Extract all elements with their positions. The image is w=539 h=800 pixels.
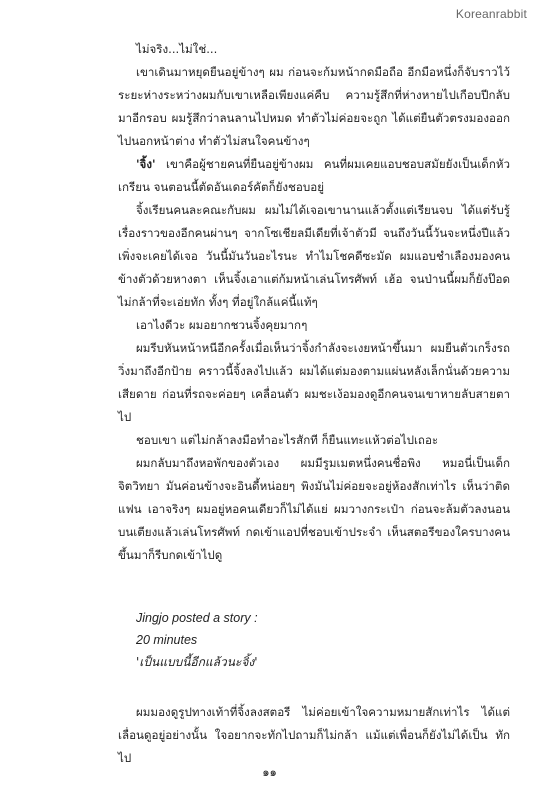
paragraph-text: เขาคือผู้ชายคนที่ยืนอยู่ข้างผม คนที่ผมเคยแอบชอบสมัยยังเป็นเด็กหัวเกรียน จนตอนนี้ตัดอันเดอร์คัตก็ยังชอบอยู่ — [118, 157, 510, 194]
body-text — [118, 38, 510, 567]
paragraph: ชอบเขา แต่ไม่กล้าลงมือทำอะไรสักที ก็ยืนแทะแห้วต่อไปเถอะ — [136, 433, 439, 447]
page-number: ๑๑ — [262, 765, 277, 779]
story-notification — [136, 607, 258, 673]
paragraph: เขาเดินมาหยุดยืนอยู่ข้างๆ ผม ก่อนจะก้มหน้ากดมือถือ อีกมือหนึ่งก็จับราวไว้ ระยะห่างระหว่างผมกับเขาเหลือเพียงแค่คืบ ความรู้สึกที่ห่างหายไปเกือบปีกลับมาอีกรอบ ผมรู้สึกว่าลนลานไปหมด ทำตัวไม่ค่อยจะถูก ได้แต่ยืนตัวตรงมองออกไปนอกหน้าต่าง ทำตัวไม่สนใจคนข้างๆ — [118, 65, 510, 148]
running-header: Koreanrabbit — [455, 7, 527, 21]
paragraph: ไม่จริง...ไม่ใช่... — [136, 42, 218, 56]
paragraph: ผมกลับมาถึงหอพักของตัวเอง ผมมีรูมเมตหนึ่งคนชื่อพิง หมอนี่เป็นเด็กจิตวิทยา มันค่อนข้างจะอินดี้หน่อยๆ พิงมันไม่ค่อยจะอยู่ห้องสักเท่าไร เห็นว่าติดแฟน เอาจริงๆ ผมอยู่หอคนเดียวก็ไม่ได้แย่ ผมวางกระเป๋า ก่อนจะล้มตัวลงนอนบนเตียงแล้วเล่นโทรศัพท์ กดเข้าแอปที่ชอบเข้าประจำ เห็นสตอรีของใครบางคนขึ้นมาก็รีบกดเข้าไปดู — [118, 456, 510, 562]
paragraph: ผมรีบหันหน้าหนีอีกครั้งเมื่อเห็นว่าจิ้งกำลังจะเงยหน้าขึ้นมา ผมยืนตัวเกร็งรถวิ่งมาถึงอีกป้าย คราวนี้จิ้งลงไปแล้ว ผมได้แต่มองตามแผ่นหลังเล็กนั่นด้วยความเสียดาย ก่อนที่รถจะค่อยๆ เคลื่อนตัว ผมชะเง้อมองดูอีกคนจนเขาหายลับสายตาไป — [118, 341, 510, 424]
story-caption: 'เป็นแบบนี้อีกแล้วนะจิ้ง' — [136, 655, 258, 669]
story-poster-line: Jingjo posted a story : — [136, 611, 258, 625]
paragraph: เอาไงดีวะ ผมอยากชวนจิ้งคุยมากๆ — [136, 318, 308, 332]
story-time: 20 minutes — [136, 633, 198, 647]
body-text-bottom — [118, 701, 510, 770]
paragraph: ผมมองดูรูปทางเท้าที่จิ้งลงสตอรี ไม่ค่อยเข้าใจความหมายสักเท่าไร ได้แต่เลื่อนดูอยู่อย่างนั้น ใจอยากจะทักไปถามก็ไม่กล้า แม้แต่เพื่อนก็ยังไม่ได้เป็น ทักไป — [118, 705, 510, 765]
paragraph — [118, 153, 510, 199]
paragraph: จิ้งเรียนคนละคณะกับผม ผมไม่ได้เจอเขานานแล้วตั้งแต่เรียนจบ ได้แต่รับรู้เรื่องราวของอีกคนผ่านๆ จากโซเชียลมีเดียที่เจ้าตัวมี จนถึงวันนี้วันจะหนึ่งปีแล้ว เพิ่งจะเคยได้เจอ วันนี้มันวันอะไรนะ ทำไมโชคดีซะมัด ผมแอบชำเลืองมองคนข้างตัวด้วยหางตา เห็นจิ้งเอาแต่ก้มหน้าเล่นโทรศัพท์ เฮ้อ จนป่านนี้ผมก็ยังป๊อด ไม่กล้าที่จะเอ่ยทัก ทั้งๆ ที่อยู่ใกล้แค่นี้แท้ๆ — [118, 203, 510, 309]
character-name: 'จิ้ง' — [136, 157, 156, 171]
